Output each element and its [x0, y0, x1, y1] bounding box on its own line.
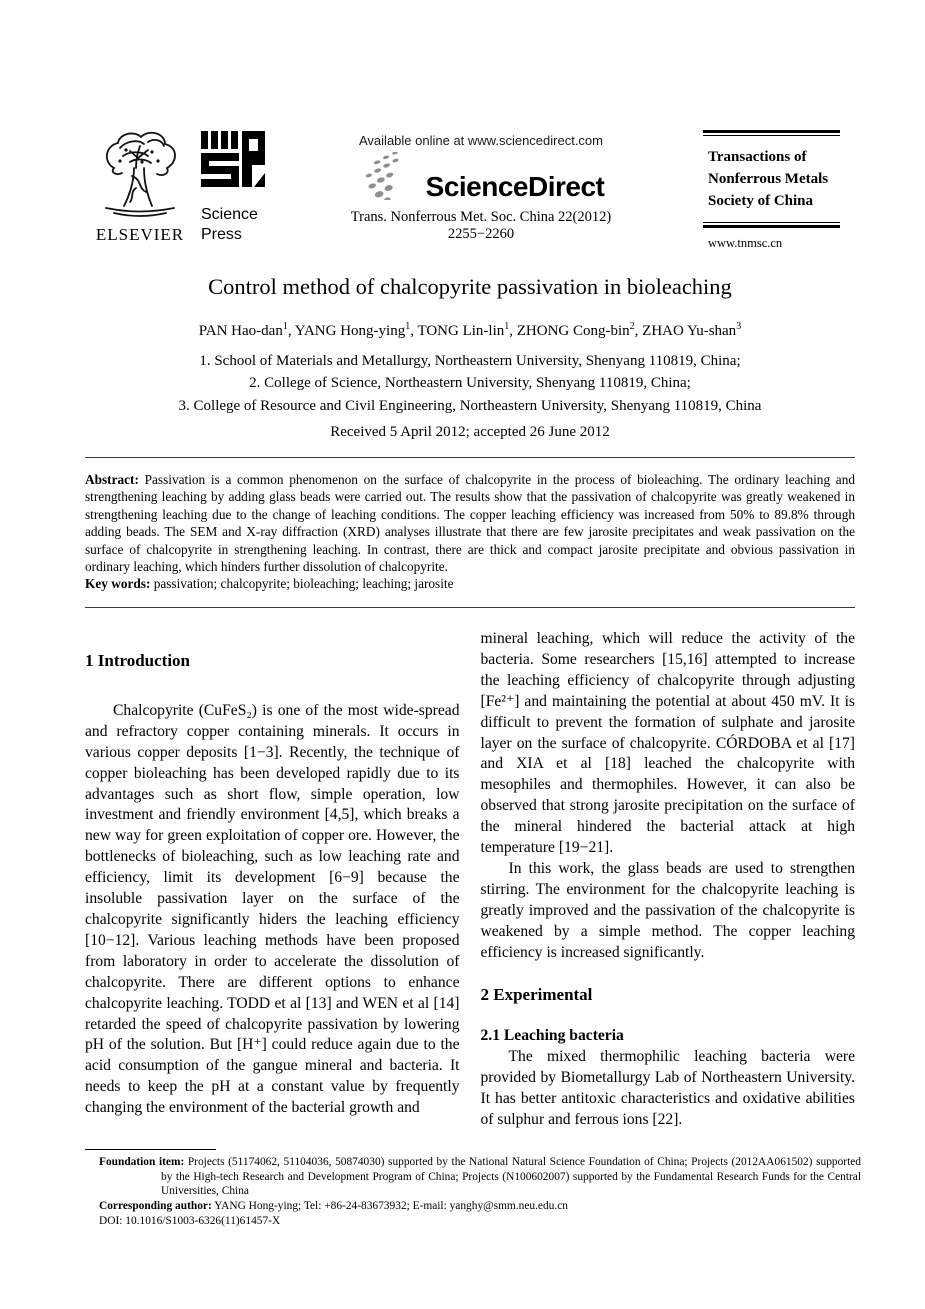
leaching-bacteria-heading: 2.1 Leaching bacteria: [480, 1027, 624, 1045]
journal-name: [708, 146, 840, 212]
author-1: PAN Hao-dan$^1$,: [198, 321, 295, 339]
abstract-top-rule: [85, 457, 855, 458]
foundation-item-text: Projects (51174062, 51104036, 50874030) supported by the National Natural Science Foundation of China; Projects (2012AA061502) supported by the High-tech Research and Development Program of China; Projects (N100602007) supported by the Fundamental Research Funds for the Central Universities, China: [161, 1156, 861, 1198]
sciencedirect-block: [318, 133, 644, 243]
paper-title: Control method of chalcopyrite passivation in bioleaching: [208, 274, 732, 299]
leaching-bacteria-paragraph: The mixed thermophilic leaching bacteria were provided by Biometallurgy Lab of Northeastern University. It has better antitoxic characteristics and oxidative abilities of sulphur and ferrous ions [22].: [480, 1048, 855, 1129]
author-5-affiliation-mark: 3: [736, 321, 742, 332]
experimental-heading: 2 Experimental: [480, 984, 593, 1004]
elsevier-label: ELSEVIER: [95, 225, 185, 244]
affiliation-line-2: 2. College of Science, Northeastern University, Shenyang 110819, China;: [249, 375, 691, 392]
affiliations: [85, 350, 855, 417]
keywords-text: passivation; chalcopyrite; bioleaching; leaching; jarosite: [150, 576, 454, 592]
available-online-text: Available online at www.sciencedirect.com: [359, 133, 603, 148]
author-2: YANG Hong-ying$^1$,: [294, 321, 418, 339]
journal-name-line2: Nonferrous Metals: [708, 171, 829, 187]
abstract-text: Passivation is a common phenomenon on the surface of chalcopyrite in the process of bioleaching. The ordinary leaching and strengthening leaching by adding glass beads were carried out. The results show that the passivation of chalcopyrite was greatly weakened in strengthening leaching due to the change of leaching conditions. The copper leaching efficiency was increased from 50% to 89.8% through adding beads. The SEM and X-ray diffraction (XRD) analyses illustrate that there are few jarosite precipitates and weak passivation on the surface of chalcopyrite in strengthening leaching. In contrast, there are thick and compact jarosite precipitate and obvious passivation in ordinary leaching, which hinders further dissolution of chalcopyrite.: [85, 472, 855, 575]
journal-box-bottom-thick-rule: [703, 225, 840, 228]
journal-box-bottom-thin-rule: [703, 222, 840, 223]
footnote-block: [99, 1155, 861, 1229]
corresponding-author-text: YANG Hong-ying; Tel: +86-24-83673932; E-mail: yanghy@smm.neu.edu.cn: [211, 1200, 568, 1213]
elsevier-logo: [84, 128, 196, 245]
sciencedirect-logo-text: ScienceDirect: [425, 171, 605, 202]
keywords-line: [85, 575, 855, 592]
sciencedirect-dots-icon: [358, 152, 422, 200]
journal-citation: Trans. Nonferrous Met. Soc. China 22(2012) 2255−2260: [350, 209, 612, 242]
keywords-label: Key words:: [85, 576, 151, 592]
this-work-paragraph: In this work, the glass beads are used to strengthen stirring. The environment for the chalcopyrite leaching is greatly improved and the passivation of the chalcopyrite is weakened by a simple method. The copper leaching efficiency is increased significantly.: [480, 859, 855, 961]
intro-heading: 1 Introduction: [85, 651, 191, 670]
body-columns: [85, 629, 855, 1131]
affiliation-line-3: 3. College of Resource and Civil Engineering, Northeastern University, Shenyang 110819, China: [178, 397, 762, 414]
journal-name-line1: Transactions of: [708, 149, 807, 165]
author-5: ZHAO Yu-shan$^3$: [642, 321, 742, 339]
abstract-paragraph: [85, 471, 855, 575]
journal-box-top-thick-rule: [703, 130, 840, 133]
intro-paragraph: Chalcopyrite (CuFeS₂) is one of the most wide-spread and refractory copper containing minerals. It occurs in various copper deposits [1−3]. Recently, the technique of copper bioleaching has been developed rapidly due to its advantages such as short flow, simple operation, low investment and friendly environment [4,5], which breaks a new way for green exploitation of copper ore. However, the bottlenecks of bioleaching, such as low leaching rate and efficiency, limit its development [6−9] because the insoluble passivation layer on the surface of the chalcopyrite significantly hiders the leaching efficiency [10−12]. Various leaching methods have been proposed from laboratory in order to accelerate the dissolution of chalcopyrite. There are different options to enhance chalcopyrite leaching. TODD et al [13] and WEN et al [14] retarded the speed of chalcopyrite passivation by lowering pH of the solution. But [H⁺] could reduce again due to the acid consumption of the gangue mineral and bacteria. It needs to keep the pH at a constant value by frequently changing the environment of the bacterial growth and: [85, 701, 460, 1117]
author-1-affiliation-mark: 1: [282, 321, 288, 332]
abstract-bottom-rule: [85, 607, 855, 608]
sciencedirect-logo: [318, 150, 644, 202]
corresponding-author: [99, 1199, 861, 1214]
column-left: [85, 629, 460, 1131]
science-press-sp-icon: [199, 131, 265, 195]
foundation-item-label: Foundation item:: [99, 1156, 185, 1168]
corresponding-author-label: Corresponding author:: [99, 1200, 212, 1213]
journal-name-line3: Society of China: [708, 193, 813, 209]
science-press-label-line1: Science: [201, 206, 258, 223]
author-3: TONG Lin-lin$^1$,: [417, 321, 517, 339]
author-2-affiliation-mark: 1: [405, 321, 411, 332]
science-press-logo: [199, 131, 279, 245]
column-right: [481, 629, 856, 1131]
journal-box-top-thin-rule: [703, 135, 840, 136]
journal-box: [703, 130, 840, 251]
received-line: Received 5 April 2012; accepted 26 June 2012: [330, 424, 610, 440]
elsevier-tree-icon: [90, 128, 190, 218]
foundation-item: [99, 1155, 861, 1199]
footnote-rule: [85, 1149, 216, 1150]
affiliation-line-1: 1. School of Materials and Metallurgy, Northeastern University, Shenyang 110819, China;: [199, 353, 741, 369]
science-press-label-line2: Press: [201, 226, 242, 243]
doi-line: DOI: 10.1016/S1003-6326(11)61457-X: [99, 1214, 281, 1227]
journal-url: www.tnmsc.cn: [708, 236, 783, 250]
author-4: ZHONG Cong-bin$^2$,: [516, 321, 643, 339]
intro-continuation-paragraph: mineral leaching, which will reduce the activity of the bacteria. Some researchers [15,16] attempted to increase the leaching efficiency of chalcopyrite through adjusting [Fe²⁺] and maintaining the potential at about 450 mV. It is difficult to prevent the formation of sulphate and jarosite layer on the surface of chalcopyrite. CÓRDOBA et al [17] and XIA et al [18] leached the chalcopyrite with mesophiles and thermophiles. However, it can also be observed that strong jarosite precipitation on the surface of the mineral hindered the bacterial attack at high temperature [19−21].: [480, 630, 855, 857]
abstract-label: Abstract:: [85, 472, 139, 487]
author-4-affiliation-mark: 2: [629, 321, 635, 332]
abstract-section: [85, 471, 855, 593]
authors-line: [85, 321, 855, 340]
author-3-affiliation-mark: 1: [504, 321, 510, 332]
science-press-label: [201, 205, 279, 245]
